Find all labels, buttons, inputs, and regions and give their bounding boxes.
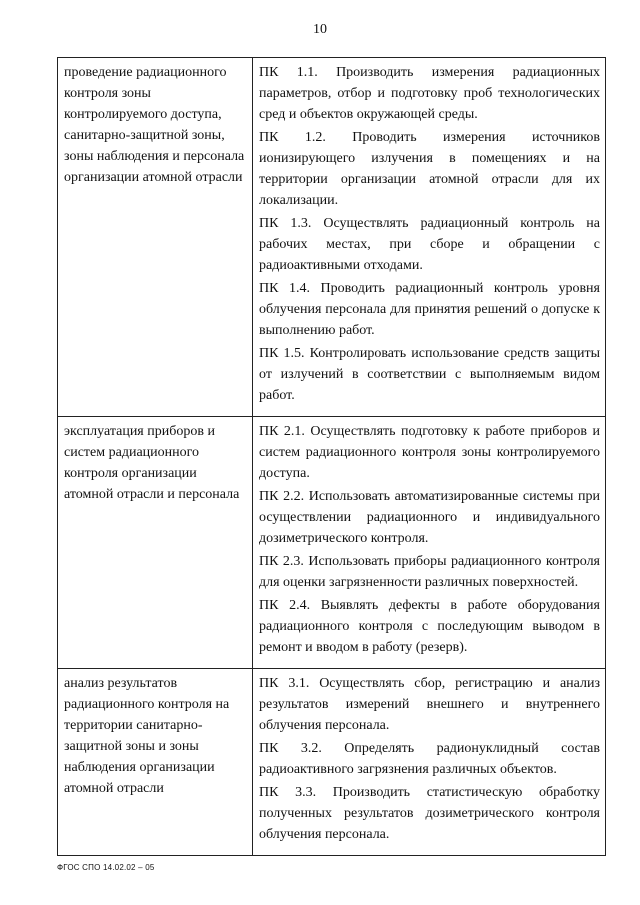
competency-item: ПК 2.2. Использовать автоматизированные системы при осуществлении радиационного и индивидуального дозиметрического контроля. [259, 489, 600, 546]
competency-item: ПК 3.2. Определять радионуклидный состав радиоактивного загрязнения различных объектов. [259, 741, 600, 777]
page-number: 10 [313, 22, 327, 37]
competency-item: ПК 1.4. Проводить радиационный контроль уровня облучения персонала для принятия решений о допуске к выполнению работ. [259, 281, 600, 338]
table-row [58, 58, 606, 417]
competencies-cell [253, 417, 606, 669]
competency-item: ПК 1.1. Производить измерения радиационных параметров, отбор и подготовку проб технологических сред и объектов окружающей среды. [259, 65, 600, 122]
competency-item: ПК 3.3. Производить статистическую обработку полученных результатов дозиметрического контроля облучения персонала. [259, 785, 600, 842]
competency-item: ПК 1.2. Проводить измерения источников ионизирующего излучения в помещениях и на территории организации атомной отрасли для их локализации. [259, 130, 600, 208]
competency-item: ПК 2.1. Осуществлять подготовку к работе приборов и систем радиационного контроля зоны контролируемого доступа. [259, 424, 600, 481]
activity-cell: анализ результатов радиационного контроля на территории санитарно-защитной зоны и зоны наблюдения организации атомной отрасли [58, 669, 253, 856]
document-code-footer: ФГОС СПО 14.02.02 – 05 [57, 863, 155, 872]
competency-item: ПК 1.3. Осуществлять радиационный контроль на рабочих местах, при сборе и обращении с радиоактивными отходами. [259, 216, 600, 273]
competencies-cell [253, 669, 606, 856]
competency-item: ПК 3.1. Осуществлять сбор, регистрацию и анализ результатов измерений внешнего и внутреннего облучения персонала. [259, 676, 600, 733]
table-row [58, 417, 606, 669]
table-row [58, 669, 606, 856]
competency-table [57, 57, 606, 856]
activity-cell: проведение радиационного контроля зоны контролируемого доступа, санитарно-защитной зоны, зоны наблюдения и персонала организации атомной отрасли [58, 58, 253, 417]
competency-item: ПК 2.3. Использовать приборы радиационного контроля для оценки загрязненности различных поверхностей. [259, 554, 600, 590]
competencies-cell [253, 58, 606, 417]
competency-item: ПК 1.5. Контролировать использование средств защиты от излучений в соответствии с выполняемым видом работ. [259, 346, 600, 403]
activity-cell: эксплуатация приборов и систем радиационного контроля организации атомной отрасли и персонала [58, 417, 253, 669]
competency-item: ПК 2.4. Выявлять дефекты в работе оборудования радиационного контроля с последующим выводом в ремонт и вводом в работу (резерв). [259, 598, 600, 655]
